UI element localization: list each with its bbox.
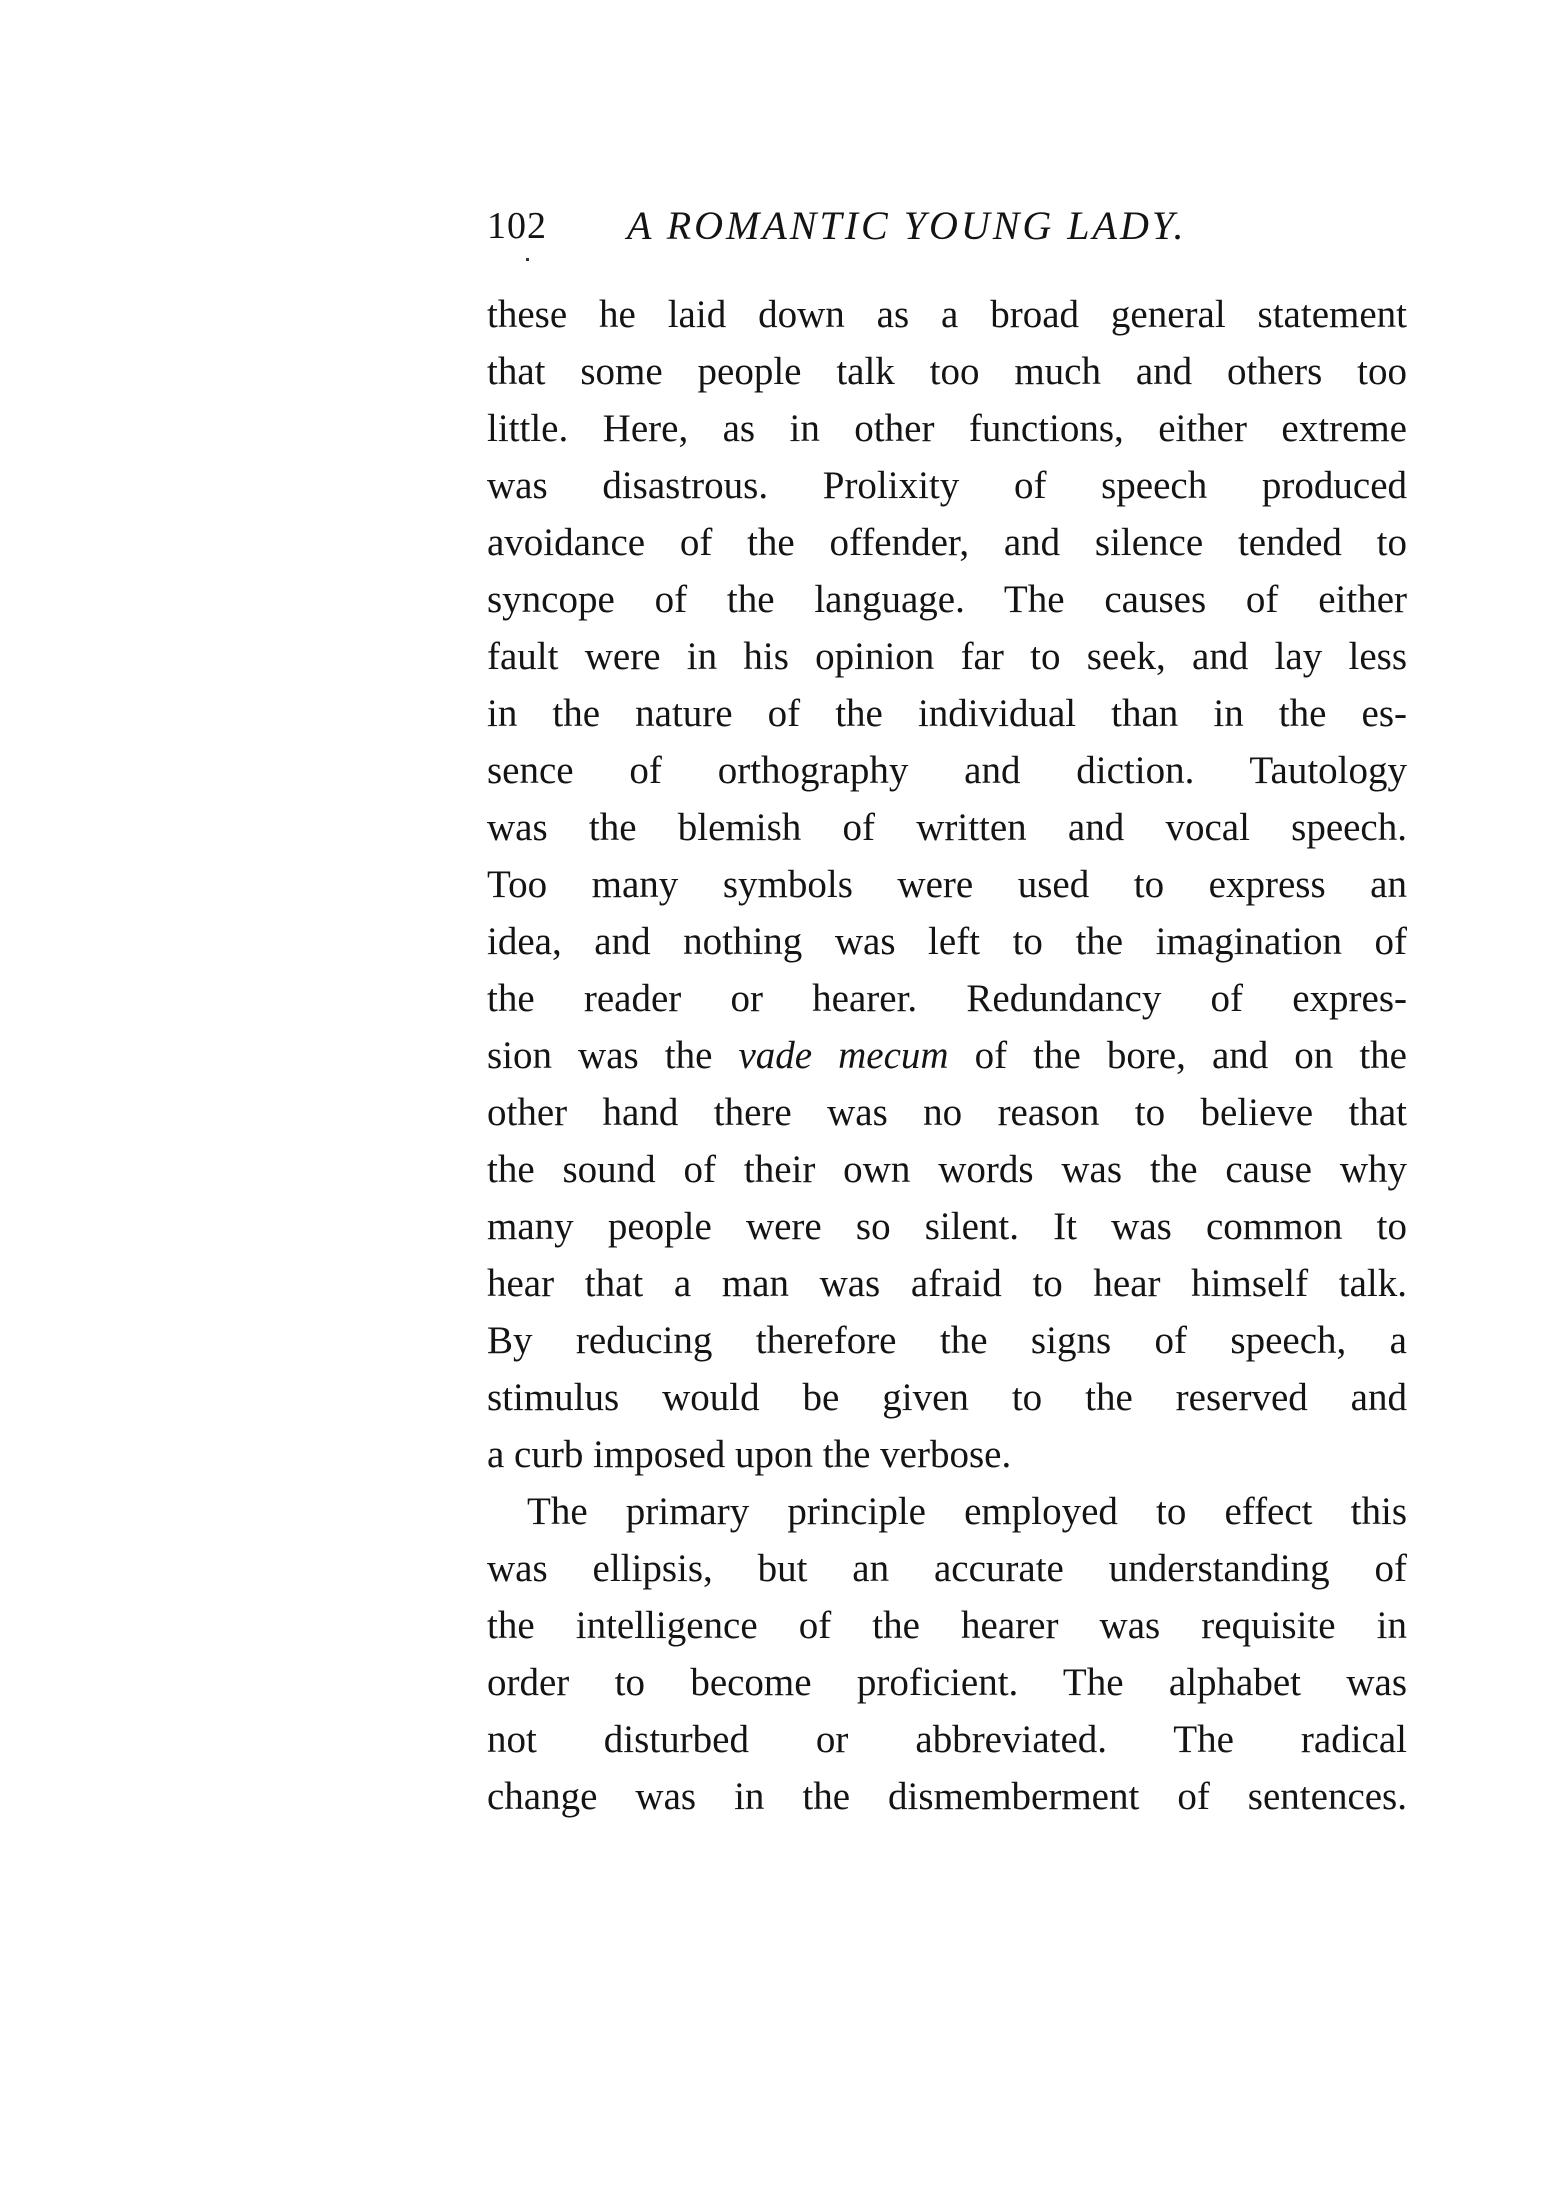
- text-line: avoidance of the offender, and silence tended to: [487, 521, 1407, 564]
- page-header: [487, 196, 1407, 256]
- text-line: that some people talk too much and others too: [487, 350, 1407, 393]
- text-line: fault were in his opinion far to seek, and lay less: [487, 635, 1407, 678]
- text-line: a curb imposed upon the verbose.: [487, 1433, 1012, 1476]
- text-line: hear that a man was afraid to hear himself talk.: [487, 1262, 1407, 1305]
- text-line: was the blemish of written and vocal speech.: [487, 806, 1407, 849]
- text-line: many people were so silent. It was common to: [487, 1205, 1407, 1248]
- text-line: change was in the dismemberment of sentences.: [487, 1775, 1407, 1818]
- paragraph-1: [487, 286, 1407, 1483]
- text-line: By reducing therefore the signs of speech, a: [487, 1319, 1407, 1362]
- body-text: [487, 286, 1407, 1825]
- text-line: Too many symbols were used to express an: [487, 863, 1407, 906]
- text-line: order to become proficient. The alphabet was: [487, 1661, 1407, 1704]
- paragraph-2: [487, 1483, 1407, 1825]
- text-line: the reader or hearer. Redundancy of expres-: [487, 977, 1407, 1020]
- text-line: these he laid down as a broad general statement: [487, 293, 1407, 336]
- print-mark: [526, 258, 529, 261]
- text-line: idea, and nothing was left to the imagination of: [487, 920, 1407, 963]
- italic-phrase: vade mecum: [738, 1034, 949, 1077]
- text-line-with-italic: [487, 1027, 1407, 1084]
- text-line: other hand there was no reason to believe that: [487, 1091, 1407, 1134]
- text-line: not disturbed or abbreviated. The radical: [487, 1718, 1407, 1761]
- text-line: was ellipsis, but an accurate understanding of: [487, 1547, 1407, 1590]
- line-segment: sion was the: [487, 1034, 739, 1077]
- text-line: in the nature of the individual than in the es-: [487, 692, 1407, 735]
- page-number: 102: [487, 205, 547, 247]
- text-line: was disastrous. Prolixity of speech produced: [487, 464, 1407, 507]
- line-segment: of the bore, and on the: [948, 1034, 1407, 1077]
- text-line: sence of orthography and diction. Tautology: [487, 749, 1407, 792]
- text-line: The primary principle employed to effect this: [527, 1490, 1407, 1533]
- running-title: A ROMANTIC YOUNG LADY.: [627, 203, 1187, 248]
- text-line: the intelligence of the hearer was requisite in: [487, 1604, 1407, 1647]
- text-line: little. Here, as in other functions, either extreme: [487, 407, 1407, 450]
- text-line: stimulus would be given to the reserved and: [487, 1376, 1407, 1419]
- text-line: the sound of their own words was the cause why: [487, 1148, 1407, 1191]
- text-line: syncope of the language. The causes of either: [487, 578, 1407, 621]
